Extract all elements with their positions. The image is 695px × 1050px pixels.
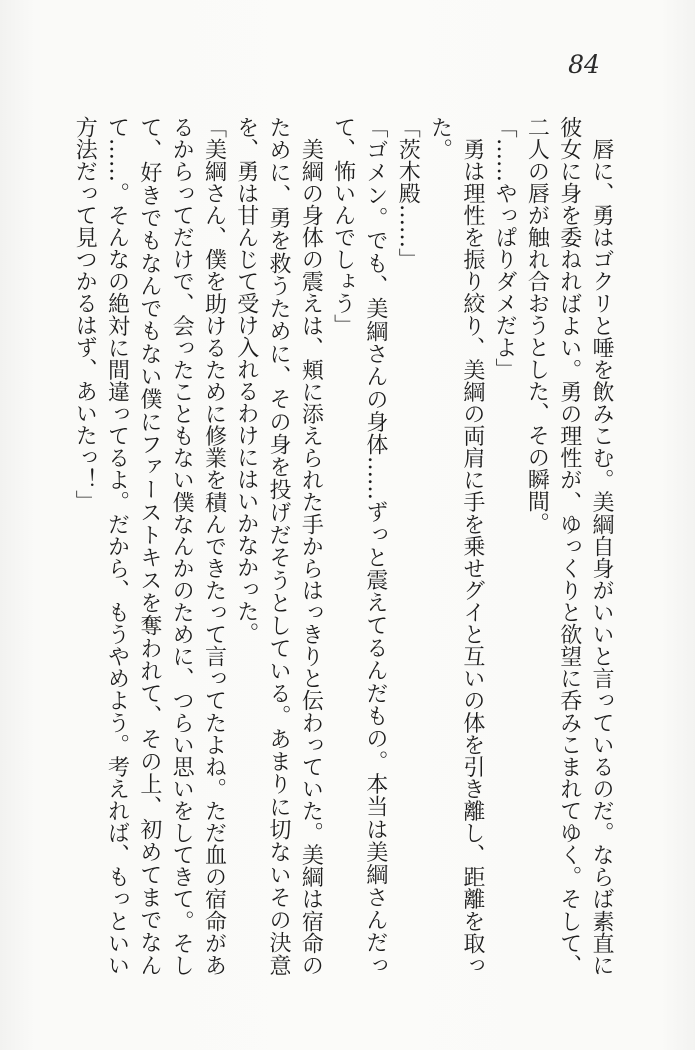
paragraph: 唇に、勇はゴクリと唾を飲みこむ。美綱自身がいいと言っているのだ。ならば素直に彼女に身を委ねればよい。勇の理性が、ゆっくりと欲望に呑みこまれてゆく。そして、二人の唇が触れ合おうとした、その瞬間。 (524, 116, 614, 976)
paragraph: 「ゴメン。でも、美綱さんの身体……ずっと震えてるんだもの。本当は美綱さんだって、怖いんでしょう」 (330, 116, 388, 976)
page-number: 84 (568, 50, 600, 79)
paragraph: 美綱の身体の震えは、頬に添えられた手からはっきりと伝わっていた。美綱は宿命のために、勇を救うために、その身を投げだそうとしている。あまりに切ないその決意を、勇は甘んじて受け入れるわけにはいかなかった。 (233, 116, 324, 977)
paragraph: 勇は理性を振り絞り、美綱の両肩に手を乗せグイと互いの体を引き離し、距離を取った。 (427, 116, 485, 977)
paragraph: 「茨木殿……」 (395, 116, 421, 270)
paragraph: 「美綱さん、僕を助けるために修業を積んできたって言ってたよね。ただ血の宿命があるからってだけで、会ったこともない僕なんかのために、つらい思いをしてきて。そして、好きでもなんでもない僕にファーストキスを奪われて、その上、初めてまでなんて……。そんなの絶対に間違ってるよ。だから、もうやめよう。考えれば、もっといい方法だって見つかるはず、あいたっ！」 (72, 116, 227, 976)
text-block (68, 116, 617, 976)
paragraph: 「……やっぱりダメだよ」 (492, 116, 518, 380)
